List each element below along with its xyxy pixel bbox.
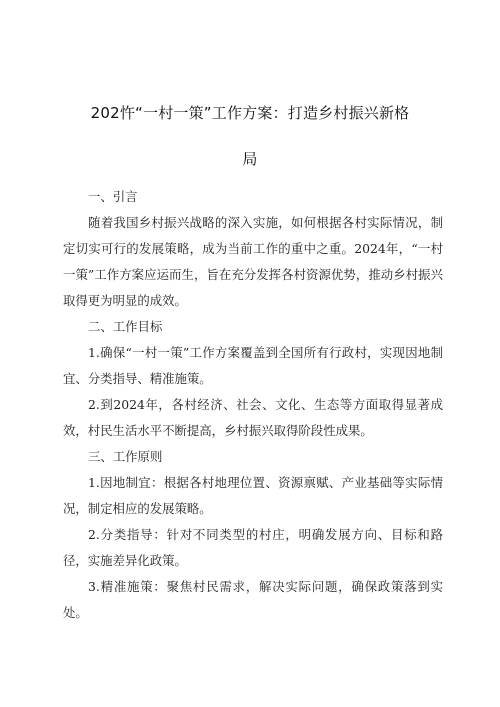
document-title-line-1: 202忤“一村一策”工作方案：打造乡村振兴新格 <box>90 104 410 122</box>
section-heading-goals: 二、工作目标 <box>88 319 163 334</box>
principle-item-2: 2.分类指导：针对不同类型的村庄，明确发展方向、目标和路径，实施差异化政策。 <box>63 527 443 568</box>
principle-item-1: 1.因地制宜：根据各村地理位置、资源禀赋、产业基础等实际情况，制定相应的发展策略。 <box>63 475 443 516</box>
goal-item-2: 2.到2024年，各村经济、社会、文化、生态等方面取得显著成效，村民生活水平不断提高，乡村振兴取得阶段性成果。 <box>63 397 443 438</box>
paragraph-introduction: 随着我国乡村振兴战略的深入实施，如何根据各村实际情况，制定切实可行的发展策略，成为当前工作的重中之重。2024年，“一村一策”工作方案应运而生，旨在充分发挥各村资源优势，推动乡村振兴取得更为明显的成效。 <box>63 215 443 308</box>
goal-item-1: 1.确保“一村一策”工作方案覆盖到全国所有行政村，实现因地制宜、分类指导、精准施策。 <box>63 345 443 386</box>
principle-item-3: 3.精准施策：聚焦村民需求，解决实际问题，确保政策落到实处。 <box>63 579 443 620</box>
section-heading-introduction: 一、引言 <box>88 189 138 204</box>
section-heading-principles: 三、工作原则 <box>88 449 163 464</box>
document-title-line-2: 局 <box>242 150 258 168</box>
document-body <box>63 184 443 626</box>
